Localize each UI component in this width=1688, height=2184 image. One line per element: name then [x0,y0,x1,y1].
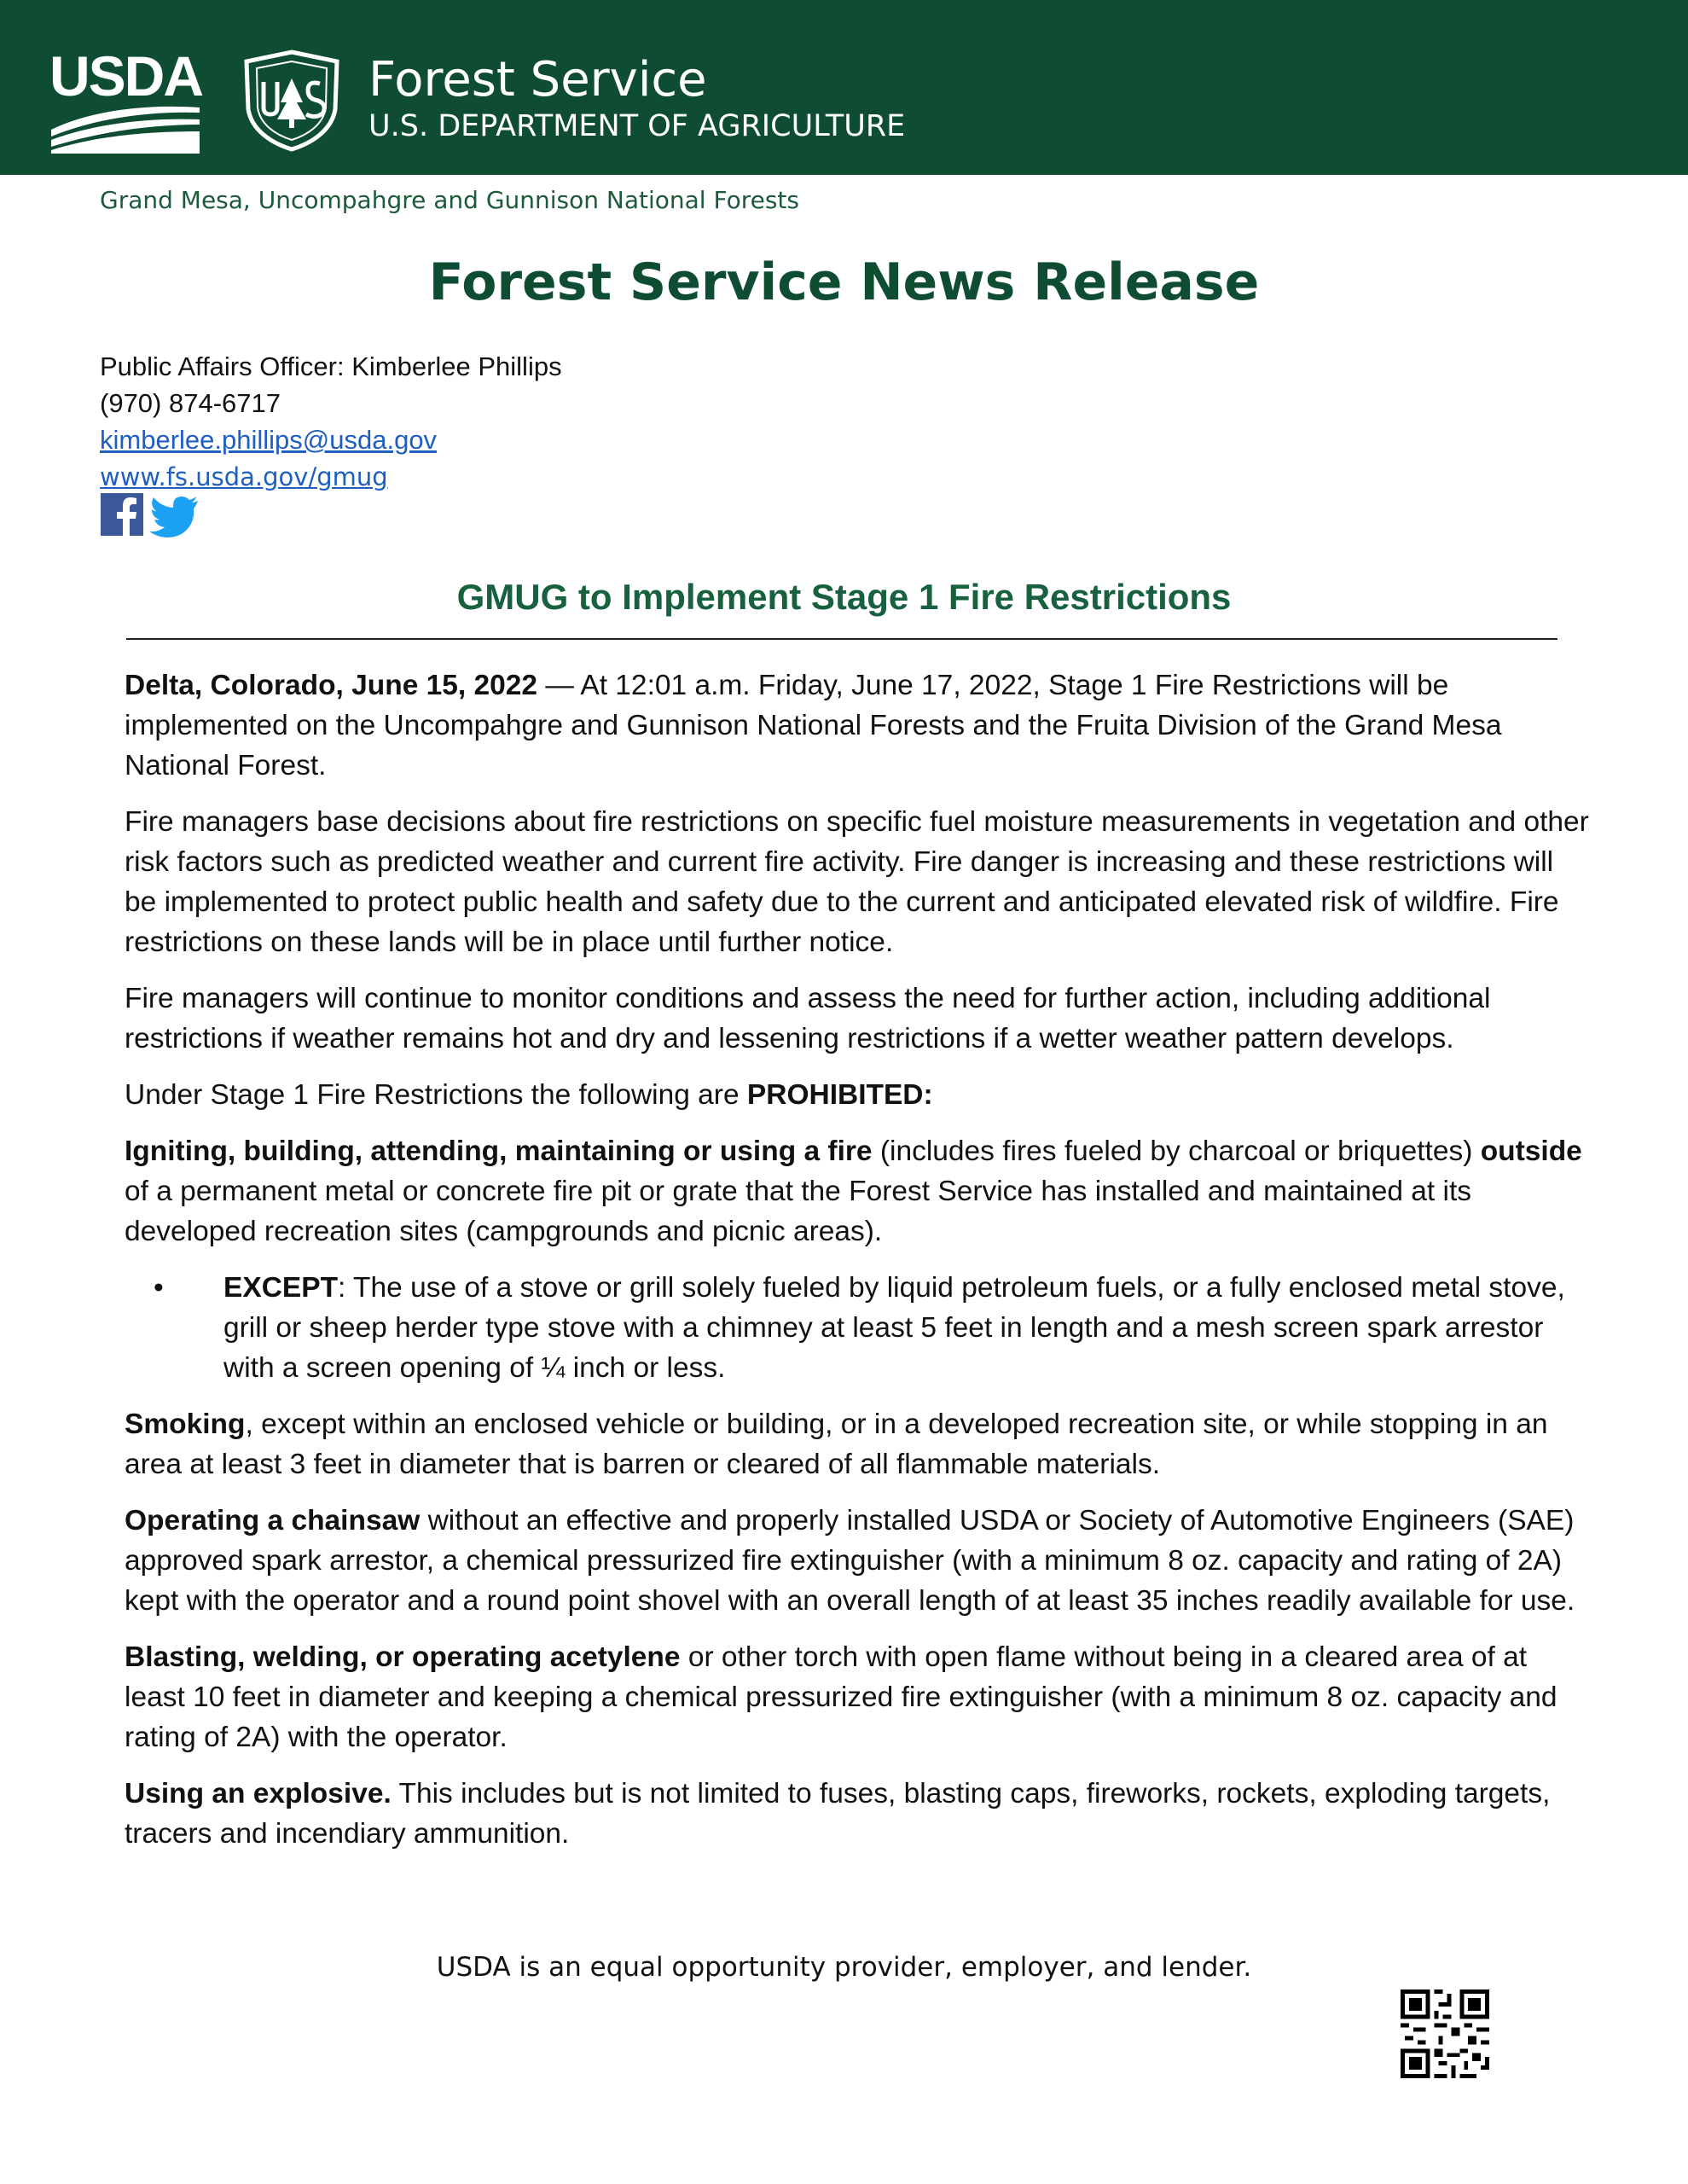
release-title: Forest Service News Release [428,253,1260,312]
phone-line: (970) 874-6717 [100,388,281,418]
except-label: EXCEPT [223,1272,339,1304]
except-bullet [125,1268,1592,1388]
email-link[interactable]: kimberlee.phillips@usda.gov [100,425,438,455]
paragraph-text: , except within an enclosed vehicle or building, or in a developed recreation site, or while stopping in an area at least 3 feet in diameter that is barren or cleared of all flammable materials. [125,1409,1548,1480]
paragraph-explosive [125,1774,1592,1854]
website-link[interactable]: www.fs.usda.gov/gmug [100,462,388,491]
paragraph-chainsaw [125,1501,1592,1621]
bullet-point: • [154,1272,164,1304]
dateline: Delta, Colorado, June 15, 2022 [125,670,538,701]
paragraph-text: of a permanent metal or concrete fire pit or grate that the Forest Service has installed and maintained at its developed recreation sites (campgrounds and picnic areas). [125,1176,1472,1247]
qr-code [1401,1989,1489,2078]
headline-divider [126,638,1557,640]
paragraph-monitoring: Fire managers will continue to monitor conditions and assess the need for further action, including additional restrictions if weather remains hot and dry and lessening restrictions if a wetter weather pattern develops. [125,983,1491,1054]
rule-title: Smoking [125,1409,246,1440]
rule-title: Blasting, welding, or operating acetylene [125,1641,681,1673]
paragraph-text: (includes fires fueled by charcoal or briquettes) [872,1136,1481,1167]
paragraph-text: Under Stage 1 Fire Restrictions the following are [125,1079,747,1111]
twitter-icon[interactable] [147,493,200,545]
social-links [101,493,200,545]
paragraph-decisions: Fire managers base decisions about fire restrictions on specific fuel moisture measurements in vegetation and other risk factors such as predicted weather and current fire activity. Fire danger is increasing and these restrictions will be implemented to protect public health and safety due to the current and anticipated elevated risk of wildfire. Fire restrictions on these lands will be in place until further notice. [125,806,1589,958]
prohibited-label: PROHIBITED: [746,1079,933,1111]
paragraph-fire-rule [125,1131,1592,1252]
paragraph-text: This includes but is not limited to fuses, blasting caps, fireworks, rockets, exploding targets, tracers and incendiary ammunition. [125,1778,1551,1850]
usda-swoosh-graphic [49,101,201,155]
paragraph-text: without an effective and properly installed USDA or Society of Automotive Engineers (SAE) approved spark arrestor, a chemical pressurized fire extinguisher (with a minimum 8 oz. capacity and rating of 2A) kept with the operator and a round point shovel with an overall length of at least 35 inches readily available for use. [125,1505,1575,1617]
forest-service-shield-logo [243,49,341,152]
rule-emphasis: outside [1480,1136,1582,1167]
contact-block [100,348,562,496]
facebook-icon[interactable] [101,493,143,540]
officer-line: Public Affairs Officer: Kimberlee Phillips [100,351,562,381]
paragraph-smoking [125,1404,1592,1484]
rule-title: Using an explosive. [125,1778,392,1809]
usda-logo [49,44,203,155]
paragraph-text: or other torch with open flame without being in a cleared area of at least 10 feet in diameter and keeping a chemical pressurized fire extinguisher (with a minimum 8 oz. capacity and rating of 2A) with the operator. [125,1641,1557,1753]
paragraph-blasting [125,1637,1592,1757]
paragraph-dateline [125,665,1592,786]
paragraph-prohibited-intro [125,1075,1592,1115]
agency-subtitle: U.S. DEPARTMENT OF AGRICULTURE [368,109,906,143]
agency-title: Forest Service [368,52,707,107]
equal-opportunity-statement: USDA is an equal opportunity provider, employer, and lender. [436,1952,1252,1983]
headline: GMUG to Implement Stage 1 Fire Restrictions [456,577,1232,617]
header-banner [0,0,1688,175]
paragraph-text: — At 12:01 a.m. Friday, June 17, 2022, Stage 1 Fire Restrictions will be implemented on the Uncompahgre and Gunnison National Forests and the Fruita Division of the Grand Mesa National Forest. [125,670,1502,781]
paragraph-text: : The use of a stove or grill solely fueled by liquid petroleum fuels, or a fully enclosed metal stove, grill or sheep herder type stove with a chimney at least 5 feet in length and a mesh screen spark arrestor with a screen opening of ¼ inch or less. [223,1272,1565,1384]
forest-name: Grand Mesa, Uncompahgre and Gunnison National Forests [100,186,799,214]
usda-wordmark: USDA [49,44,203,107]
rule-title: Operating a chainsaw [125,1505,421,1536]
article-body [125,665,1592,1870]
rule-title: Igniting, building, attending, maintaining or using a fire [125,1136,873,1167]
